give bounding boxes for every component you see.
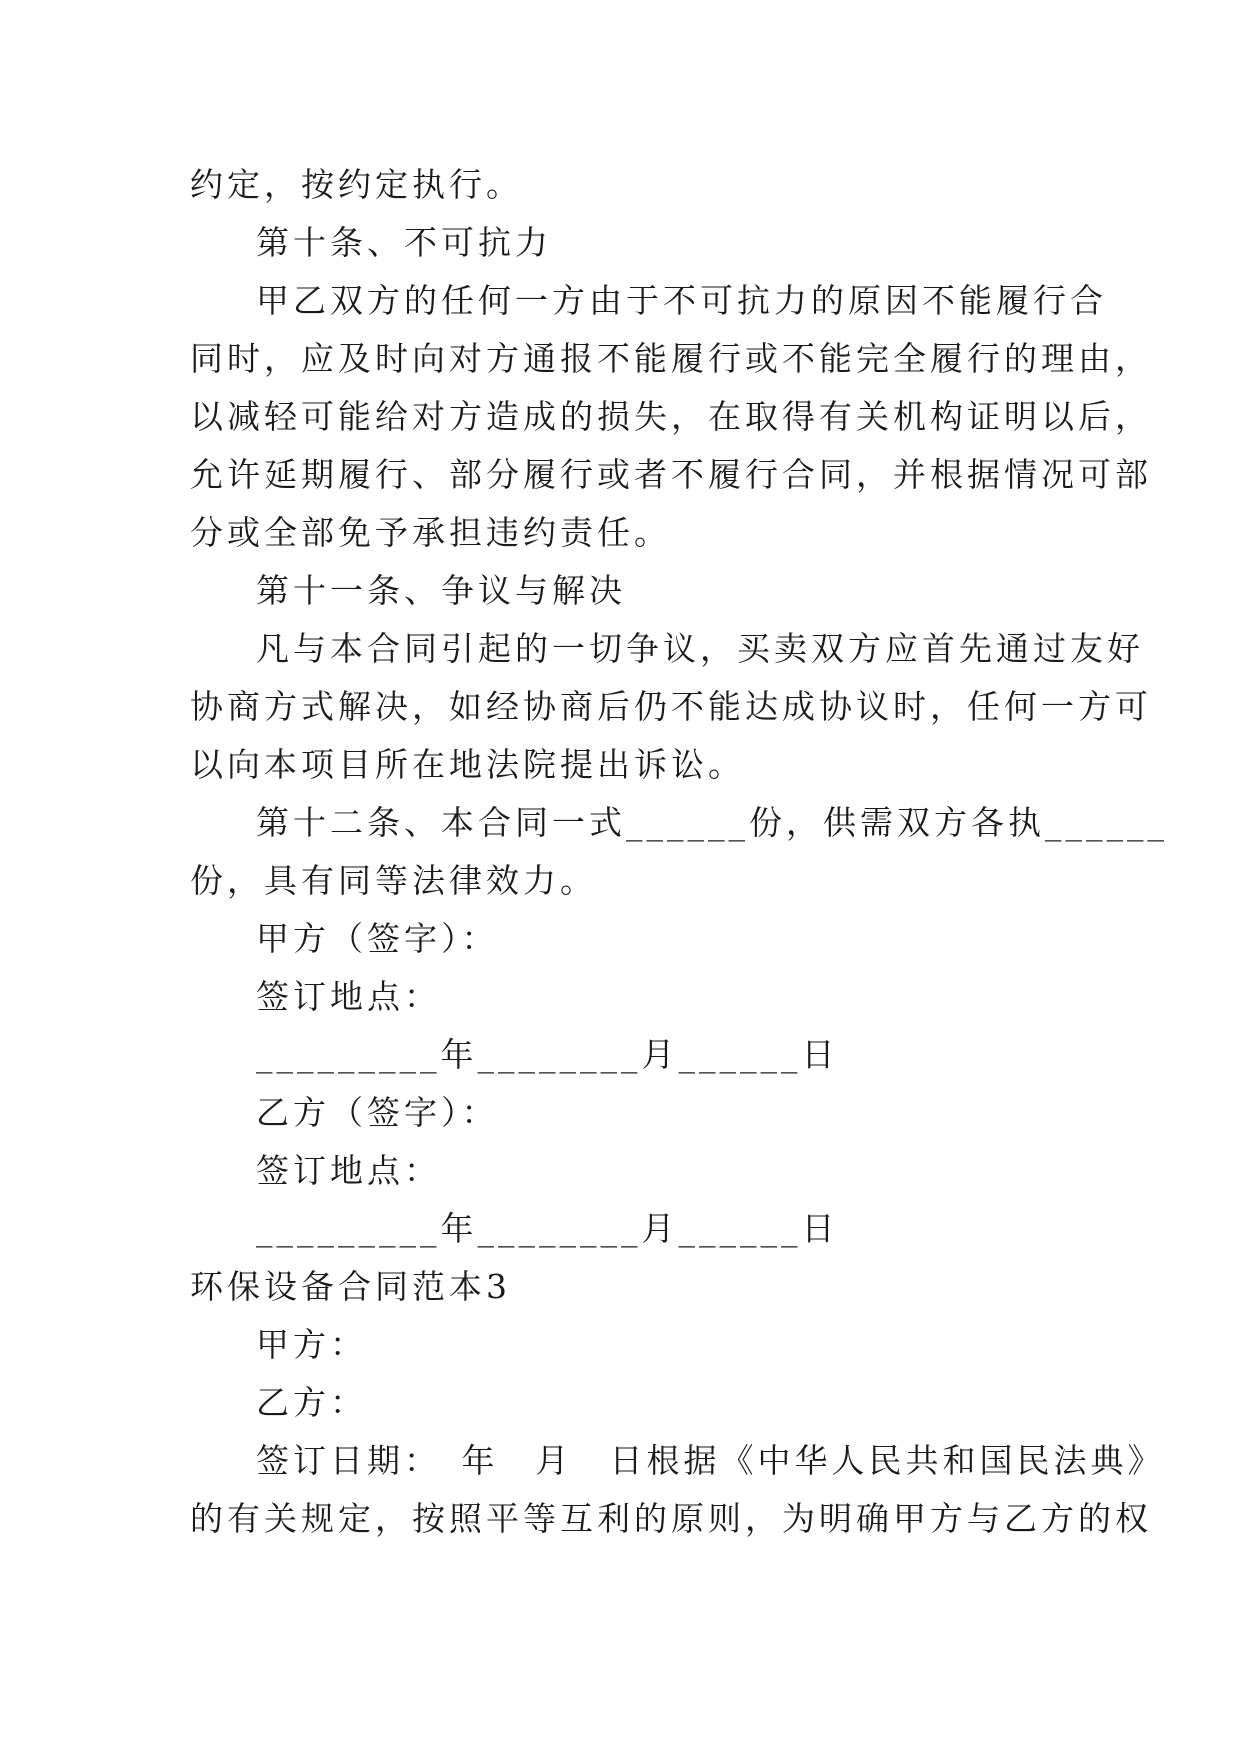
signing-date-line: 签订日期： 年 月 日根据《中华人民共和国民法典》 <box>256 1441 1165 1480</box>
party-b-signature: 乙方（签字）： <box>256 1093 499 1132</box>
text-line: 允许延期履行、部分履行或者不履行合同，并根据情况可部 <box>190 455 1152 494</box>
text-line: 第十二条、本合同一式______份，供需双方各执______ <box>256 803 1168 842</box>
text-line: 凡与本合同引起的一切争议，买卖双方应首先通过友好 <box>256 629 1144 668</box>
text-line: 以向本项目所在地法院提出诉讼。 <box>190 745 745 784</box>
text-line: 的有关规定，按照平等互利的原则，为明确甲方与乙方的权 <box>190 1499 1152 1538</box>
date-blank: _________年________月______日 <box>256 1035 839 1074</box>
signing-location: 签订地点： <box>256 977 441 1016</box>
text-line: 份，具有同等法律效力。 <box>190 861 597 900</box>
text-line: 分或全部免予承担违约责任。 <box>190 513 671 552</box>
text-line: 以减轻可能给对方造成的损失，在取得有关机构证明以后， <box>190 397 1152 436</box>
party-a-label: 甲方： <box>256 1325 367 1364</box>
party-a-signature: 甲方（签字）： <box>256 919 499 958</box>
text-line: 约定，按约定执行。 <box>190 165 523 204</box>
text-line: 协商方式解决，如经协商后仍不能达成协议时，任何一方可 <box>190 687 1152 726</box>
text-line: 甲乙双方的任何一方由于不可抗力的原因不能履行合 <box>256 281 1107 320</box>
section-heading: 第十条、不可抗力 <box>256 223 552 262</box>
text-line: 同时，应及时向对方通报不能履行或不能完全履行的理由， <box>190 339 1152 378</box>
party-b-label: 乙方： <box>256 1383 367 1422</box>
section-heading: 第十一条、争议与解决 <box>256 571 626 610</box>
signing-location: 签订地点： <box>256 1151 441 1190</box>
document-title: 环保设备合同范本3 <box>190 1267 511 1306</box>
date-blank: _________年________月______日 <box>256 1209 839 1248</box>
